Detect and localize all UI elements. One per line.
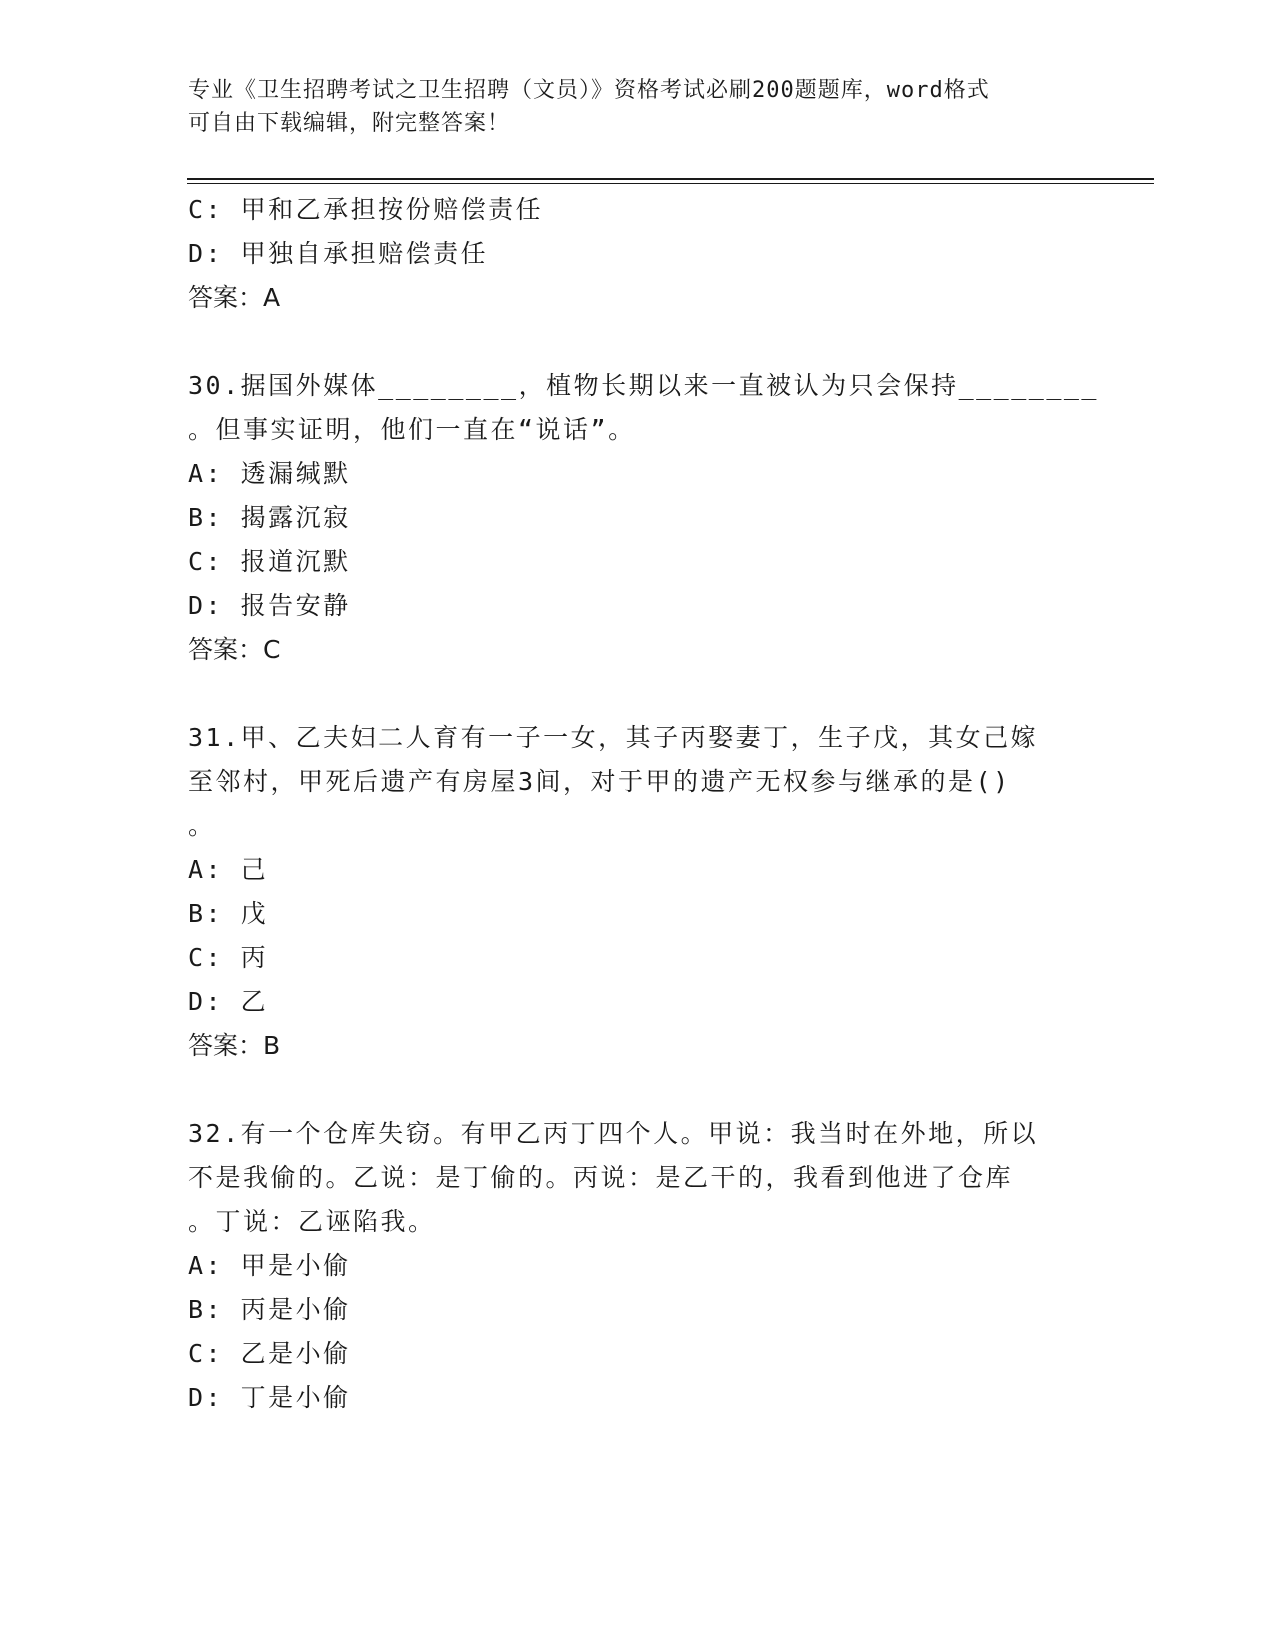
header-divider-thick	[187, 178, 1154, 180]
q30-option-c: C: 报道沉默	[188, 547, 351, 576]
prev-option-d: D: 甲独自承担赔偿责任	[188, 239, 489, 268]
q32-option-d: D: 丁是小偷	[188, 1383, 351, 1412]
q31-option-b: B: 戊	[188, 899, 269, 928]
q30-option-b: B: 揭露沉寂	[188, 503, 351, 532]
q30-stem-line2: 。但事实证明，他们一直在“说话”。	[188, 415, 636, 444]
header-title-line1: 专业《卫生招聘考试之卫生招聘（文员）》资格考试必刷200题题库，word格式	[188, 78, 990, 103]
q32-stem-line3: 。丁说：乙诬陷我。	[188, 1207, 436, 1236]
q32-option-c: C: 乙是小偷	[188, 1339, 351, 1368]
q30-stem-line1: 30.据国外媒体________，植物长期以来一直被认为只会保持________	[188, 371, 1099, 400]
q32-stem-line1: 32.有一个仓库失窃。有甲乙丙丁四个人。甲说：我当时在外地，所以	[188, 1119, 1039, 1148]
q31-stem-line2: 至邻村，甲死后遗产有房屋3间，对于甲的遗产无权参与继承的是()	[188, 767, 1011, 796]
q31-answer: 答案：B	[188, 1031, 281, 1060]
q32-option-a: A: 甲是小偷	[188, 1251, 351, 1280]
prev-option-c: C: 甲和乙承担按份赔偿责任	[188, 195, 544, 224]
q31-stem-line1: 31.甲、乙夫妇二人育有一子一女，其子丙娶妻丁，生子戊，其女己嫁	[188, 723, 1039, 752]
q32-stem-line2: 不是我偷的。乙说：是丁偷的。丙说：是乙干的，我看到他进了仓库	[188, 1163, 1014, 1192]
q31-option-d: D: 乙	[188, 987, 269, 1016]
q31-option-a: A: 己	[188, 855, 269, 884]
q30-option-d: D: 报告安静	[188, 591, 351, 620]
header-title-line2: 可自由下载编辑，附完整答案！	[188, 111, 511, 136]
q30-answer: 答案：C	[188, 635, 281, 664]
prev-answer: 答案：A	[188, 283, 281, 312]
header-divider-thin	[187, 183, 1154, 184]
q31-option-c: C: 丙	[188, 943, 269, 972]
document-header	[188, 74, 1068, 140]
q32-option-b: B: 丙是小偷	[188, 1295, 351, 1324]
q30-option-a: A: 透漏缄默	[188, 459, 351, 488]
q31-stem-line3: 。	[188, 811, 216, 840]
